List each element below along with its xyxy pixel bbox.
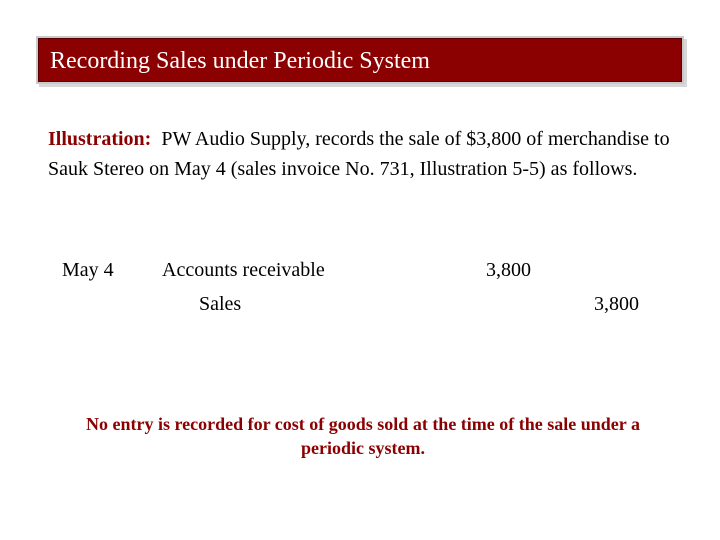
periodic-system-note: No entry is recorded for cost of goods sold at the time of the sale under a periodic system. <box>86 414 640 458</box>
illustration-label: Illustration: <box>48 128 152 150</box>
credit-account: Sales <box>199 293 242 315</box>
debit-amount: 3,800 <box>486 259 531 281</box>
page-title: Recording Sales under Periodic System <box>50 48 430 74</box>
illustration-text: PW Audio Supply, records the sale of $3,800 of merchandise to Sauk Stereo on May 4 (sales invoice No. 731, Illustration 5-5) as follows. <box>48 128 670 180</box>
debit-account: Accounts receivable <box>162 259 325 281</box>
credit-amount: 3,800 <box>594 293 639 315</box>
title-bar <box>36 36 684 84</box>
entry-date: May 4 <box>62 259 114 281</box>
intro-paragraph <box>48 124 708 184</box>
